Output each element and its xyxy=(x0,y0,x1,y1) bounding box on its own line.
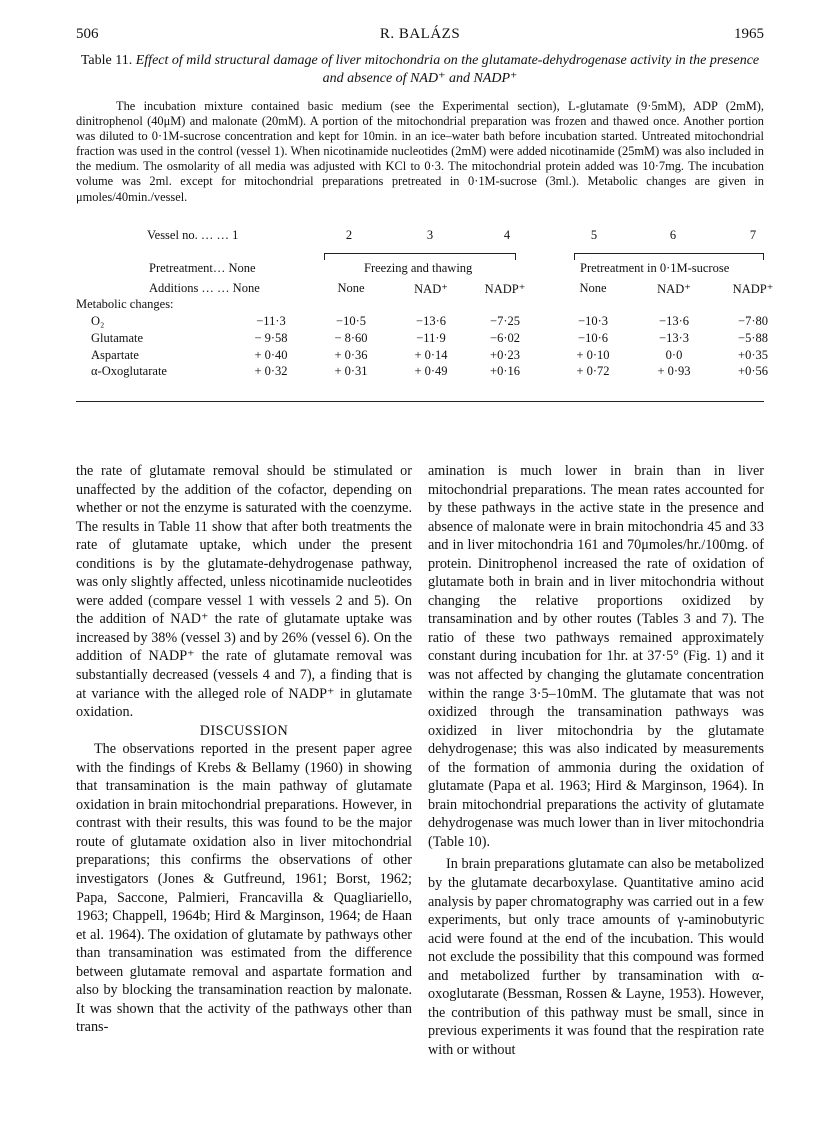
metabolic-label: Metabolic changes: xyxy=(76,297,174,311)
running-header xyxy=(76,26,764,48)
table-cell: −7·80 xyxy=(738,314,768,328)
left-column xyxy=(76,462,412,1037)
vessel-number: 4 xyxy=(503,228,511,242)
vessel-number: 5 xyxy=(590,228,598,242)
vessel-label: Vessel no. … … 1 xyxy=(147,228,239,242)
table-cell: − 8·60 xyxy=(334,331,368,345)
row-label: Aspartate xyxy=(91,348,139,362)
table-cell: + 0·14 xyxy=(414,348,448,362)
vessel-number: 2 xyxy=(345,228,353,242)
table-cell: + 0·49 xyxy=(414,364,448,378)
table-cell: −5·88 xyxy=(738,331,768,345)
pretreatment-row xyxy=(76,261,764,277)
table-cell: +0·16 xyxy=(490,364,520,378)
row-label: O₂ xyxy=(91,314,105,328)
addition-cell: NAD⁺ xyxy=(657,282,691,296)
table-cell: −6·02 xyxy=(490,331,520,345)
metabolic-heading-row xyxy=(76,297,764,313)
body-paragraph: The observations reported in the present paper agree with the findings of Krebs & Bellamy (1960) in showing that transamination is the main pathway of glutamate oxidation in brain mitochondrial preparations. However, in contrast with their results, this was found to be the major route of glutamate oxidation also in liver mitochondrial preparations; this confirms the observations of other investigators (Jones & Gutfreund, 1961; Borst, 1962; Papa, Saccone, Palmieri, Francavilla & Quagliariello, 1963; Chappell, 1964b; Hird & Marginson, 1964; de Haan et al. 1964). The oxidation of glutamate by pathways other than transamination was estimated from the difference between glutamate removal and aspartate formation and also by blocking the transamination reaction by malonate. It was shown that the activity of the pathways other than trans- xyxy=(76,741,412,1036)
table-cell: −11·3 xyxy=(256,314,286,328)
group-label: Freezing and thawing xyxy=(364,261,473,275)
vessel-number: 6 xyxy=(669,228,677,242)
body-paragraph: amination is much lower in brain than in liver mitochondrial preparations. The mean rates accounted for by these pathways in the active state in the presence and absence of malonate were in brain mitochondria 45 and 33 and in liver mitochondria 161 and 70μmoles/hr./100mg. of protein. Dinitrophenol increased the rate of oxidation of glutamate both in brain and in liver mitochondria without changing the relative proportions oxidized by transamination and by other routes (Tables 3 and 7). The ratio of these two pathways remained approximately constant during incubation for 1hr. at 37·5° (Fig. 1) and it was not affected by changing the glutamate concentration within the range 3·5–10mM. The glutamate that was not oxidized through the transamination pathways was oxidized in liver mitochondria by the glutamate dehydrogenase; this was also indicated by measurements of the formation of ammonia during the oxidation of glutamate (Papa et al. 1963; Hird & Marginson, 1964). In brain mitochondrial preparations the activity of glutamate dehydrogenase was much lower than in liver mitochondria (Table 10). xyxy=(428,463,764,850)
section-heading: DISCUSSION xyxy=(199,722,289,739)
vessel-number: 3 xyxy=(426,228,434,242)
table-cell: − 9·58 xyxy=(254,331,288,345)
table-caption xyxy=(76,52,764,88)
table-cell: + 0·40 xyxy=(254,348,288,362)
table-cell: + 0·32 xyxy=(254,364,288,378)
group-label: Pretreatment in 0·1M-sucrose xyxy=(580,261,730,275)
table-cell: + 0·93 xyxy=(657,364,691,378)
table-cell: + 0·36 xyxy=(334,348,368,362)
table-cell: −13·6 xyxy=(659,314,689,328)
table-cell: +0·56 xyxy=(738,364,768,378)
body-paragraph: In brain preparations glutamate can also be metabolized by the glutamate decarboxylase. Quantitative amino acid analysis by paper chromatography was carried out in a few experiments, but only trace amounts of γ-aminobutyric acid were found at the end of the incubation. This would not exclude the possibility that this compound was formed and metabolized further by transamination with α-oxoglutarate (Bessman, Rossen & Layne, 1953). However, the contribution of this pathway must be small, since in previous experiments it was found that the respiration rate with or without xyxy=(428,856,764,1058)
table-cell: + 0·72 xyxy=(576,364,610,378)
vessel-row xyxy=(76,228,764,244)
addition-cell: NADP⁺ xyxy=(484,282,526,296)
row-label: Glutamate xyxy=(91,331,144,345)
group-brace xyxy=(324,253,516,261)
year: 1965 xyxy=(734,26,764,42)
table-cell: −10·5 xyxy=(336,314,366,328)
table-cell: −10·3 xyxy=(578,314,608,328)
addition-cell: None xyxy=(579,281,607,295)
body-paragraph: the rate of glutamate removal should be stimulated or unaffected by the addition of the cofactor, depending on whether or not the enzyme is saturated with the coenzyme. The results in Table 11 show that after both treatments the rate of glutamate uptake, which under the present conditions is by the glutamate-dehydrogenase pathway, was only slightly affected, unless nicotinamide nucleotides were added (compare vessel 1 with vessels 2 and 5). On the addition of NAD⁺ the rate of glutamate uptake was increased by 38% (vessel 3) and by 26% (vessel 6). On the addition of NADP⁺ the rate of glutamate removal was substantially decreased (vessels 4 and 7), a finding that is at variance with the alleged role of NADP⁺ in glutamate oxidation. xyxy=(76,463,412,721)
right-column xyxy=(428,462,764,1060)
table-cell: −7·25 xyxy=(490,314,520,328)
table-row xyxy=(76,364,768,380)
table-note: The incubation mixture contained basic medium (see the Experimental section), L-glutamate (9·5mM), ADP (2mM), dinitrophenol (40μM) and malonate (20mM). A portion of the mitochondrial preparation was frozen and thawed once. Another portion was diluted to 0·1M-sucrose concentration and kept for 10min. in an ice–water bath before incubation started. Untreated mitochondrial fraction was used in the control (vessel 1). When nicotinamide nucleotides (2mM) were added nicotinamide (25mM) was also included in the medium. The osmolarity of all media was adjusted with KCl to 0·3. The mitochondrial protein added was 10·7mg. The incubation volume was 2ml. except for mitochondrial preparations pretreated in 0·1M-sucrose (3ml.). Metabolic changes are given in μmoles/40min./vessel. xyxy=(76,99,764,204)
additions-row xyxy=(76,281,774,297)
table-cell: +0·35 xyxy=(738,348,768,362)
addition-cell: NADP⁺ xyxy=(732,282,774,296)
table-cell: −13·6 xyxy=(416,314,446,328)
table-bottom-rule xyxy=(76,401,764,402)
table-cell: −13·3 xyxy=(659,331,689,345)
table-row xyxy=(76,348,768,364)
table-title: Effect of mild structural damage of liver mitochondria on the glutamate-dehydrogenase activity in the presence and absence of NAD⁺ and NADP⁺ xyxy=(135,53,760,86)
table-cell: + 0·10 xyxy=(576,348,610,362)
pretreatment-label: Pretreatment… None xyxy=(149,261,256,275)
table-cell: −10·6 xyxy=(578,331,608,345)
table-cell: +0·23 xyxy=(490,348,520,362)
additions-label: Additions … … None xyxy=(149,281,260,295)
author-header: R. BALÁZS xyxy=(379,26,461,42)
table-label: Table 11. xyxy=(80,53,133,68)
table-cell: −11·9 xyxy=(416,331,446,345)
vessel-number: 7 xyxy=(749,228,757,242)
addition-cell: None xyxy=(337,281,365,295)
table-cell: + 0·31 xyxy=(334,364,368,378)
table-cell: 0·0 xyxy=(665,348,683,362)
addition-cell: NAD⁺ xyxy=(414,282,448,296)
row-label: α-Oxoglutarate xyxy=(91,364,167,378)
page-number: 506 xyxy=(76,26,99,42)
group-brace xyxy=(574,253,764,261)
table-row xyxy=(76,331,768,347)
table-row xyxy=(76,314,768,330)
